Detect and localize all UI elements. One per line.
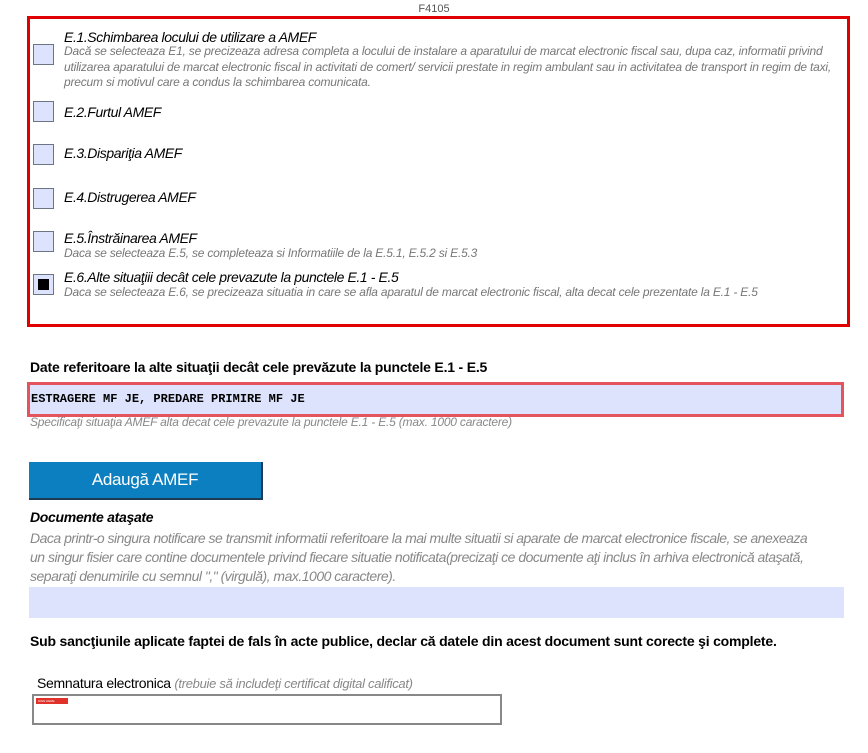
option-e1-title: E.1.Schimbarea locului de utilizare a AMEF [64,29,316,45]
checkbox-e4[interactable] [33,188,54,209]
option-e1-desc: Dacă se selecteaza E1, se precizeaza adresa completa a locului de instalare a aparatului de marcat electronic fiscal sau, dupa caz, informatii privind utilizarea aparatului de marcat electronic fiscal in activitati de comert/ servicii prestate in regim ambulant sau in activitatea de transport in regim de taxi, precum si motivul care a condus la schimbarea comunicata. [64,44,832,89]
other-situation-input[interactable]: ESTRAGERE MF JE, PREDARE PRIMIRE MF JE [27,382,844,417]
option-e6-title: E.6.Alte situaţiii decât cele prevazute la punctele E.1 - E.5 [64,269,399,285]
sign-here-flag: SIGN HERE [36,698,68,704]
option-e2-title: E.2.Furtul AMEF [64,104,161,120]
signature-label-row [37,675,413,691]
form-code: F4105 [418,3,450,15]
option-e5-desc: Daca se selecteaza E.5, se completeaza si Informatiile de la E.5.1, E.5.2 si E.5.3 [64,246,478,260]
other-situation-hint: Specificaţi situaţia AMEF alta decat cele prevazute la punctele E.1 - E.5 (max. 1000 caractere) [30,415,512,429]
documents-title: Documente ataşate [30,509,154,525]
add-amef-button[interactable]: Adaugă AMEF [29,462,263,500]
documents-desc: Daca printr-o singura notificare se transmit informatii referitoare la mai multe situatii si aparate de marcat electronice fiscale, se anexeaza un singur fisier care contine documentele privind fiecare situatie notificata(precizaţi ce documente aţi inclus în arhiva electronică ataşată, separaţi denumirile cu semnul "," (virgulă), max.1000 caractere). [30,530,808,584]
option-e4-title: E.4.Distrugerea AMEF [64,189,196,205]
checkbox-e3[interactable] [33,144,54,165]
checkbox-e5[interactable] [33,231,54,252]
option-e3-title: E.3.Dispariţia AMEF [64,145,182,161]
signature-field[interactable] [32,694,502,725]
other-situation-heading: Date referitoare la alte situaţii decât cele prevăzute la punctele E.1 - E.5 [30,359,488,375]
option-e5-title: E.5.Înstrăinarea AMEF [64,230,197,246]
checkbox-checked-mark [38,279,49,290]
checkbox-e1[interactable] [33,44,54,65]
signature-note: (trebuie să includeţi certificat digital calificat) [174,676,413,691]
declaration-text: Sub sancţiunile aplicate faptei de fals în acte publice, declar că datele din acest document sunt corecte şi complete. [30,633,777,649]
checkbox-e6[interactable] [33,274,54,295]
option-e6-desc: Daca se selecteaza E.6, se precizeaza situatia in care se afla aparatul de marcat electronic fiscal, alta decat cele prezentate la E.1 - E.5 [64,285,758,299]
signature-label: Semnatura electronica [37,675,171,691]
checkbox-e2[interactable] [33,101,54,122]
documents-input[interactable] [29,587,844,618]
